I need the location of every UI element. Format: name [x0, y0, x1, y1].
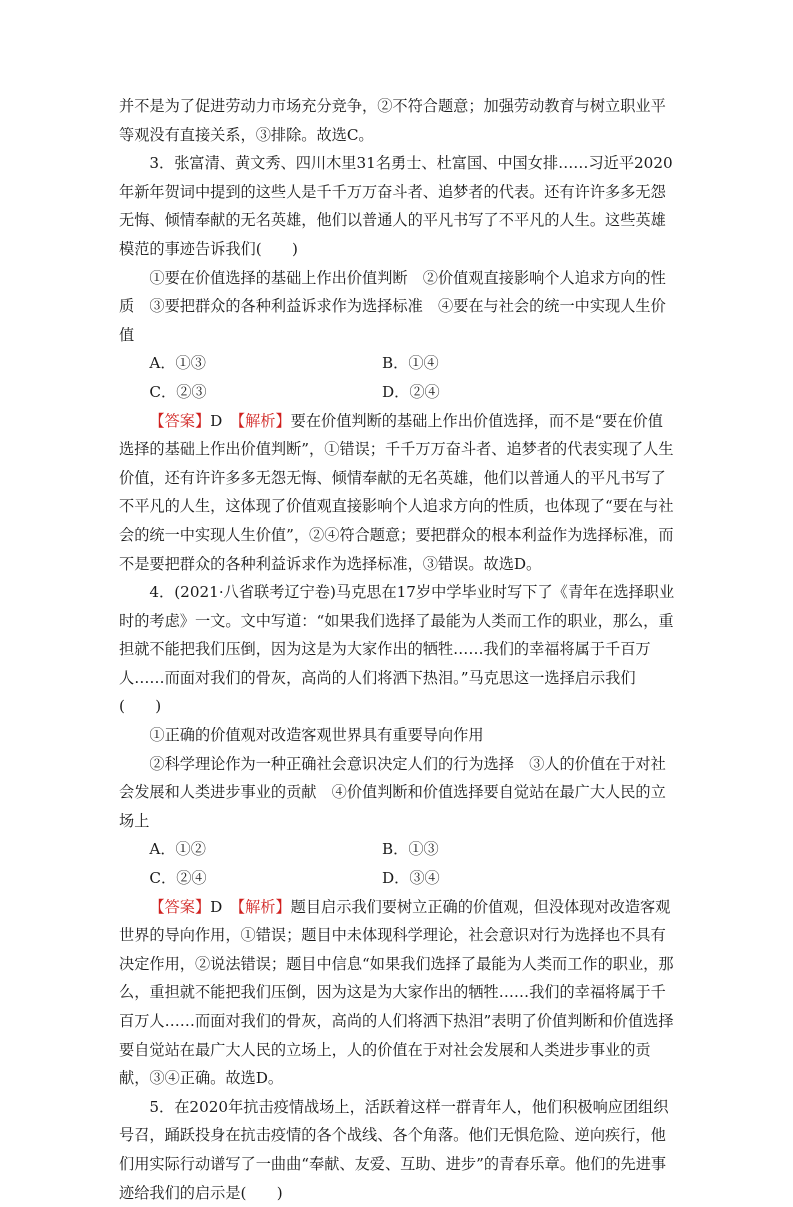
- q4-option-a: A．①②: [149, 840, 206, 859]
- q4-statements: ②科学理论作为一种正确社会意识决定人们的行为选择 ③人的价值在于对社会发展和人类进步事业的贡献 ④价值判断和价值选择要自觉站在最广大人民的立场上: [119, 754, 666, 830]
- q4-options-row-2: [119, 864, 675, 893]
- answer-label: 【答案】: [149, 897, 211, 916]
- q4-option-d: D．③④: [382, 869, 440, 888]
- q5-stem: 5．在2020年抗击疫情战场上，活跃着这样一群青年人，他们积极响应团组织号召，踊跃投身在抗击疫情的各个战线、各个角落。他们无惧危险、逆向疾行，他们用实际行动谱写了一曲曲“奉献、友爱、互助、进步”的青春乐章。他们的先进事迹给我们的启示是( ): [119, 1097, 669, 1202]
- q3-answer-analysis: [119, 407, 675, 579]
- q4-answer-analysis: [119, 893, 675, 1093]
- q3-analysis: 要在价值判断的基础上作出价值选择，而不是“要在价值选择的基础上作出价值判断”，①错误；千千万万奋斗者、追梦者的代表实现了人生价值，还有许许多多无怨无悔、倾情奉献的无名英雄，他们以普通人的平凡书写了不平凡的人生，这体现了价值观直接影响个人追求方向的性质，也体现了“要在与社会的统一中实现人生价值”，②④符合题意；要把群众的根本利益作为选择标准，而不是要把群众的各种利益诉求作为选择标准，③错误。故选D。: [119, 411, 674, 573]
- q3-option-c: C．②③: [149, 382, 207, 401]
- q4-options-row-1: [119, 835, 675, 864]
- q4-statement-1: ①正确的价值观对改造客观世界具有重要导向作用: [149, 726, 484, 745]
- q4-option-b: B．①③: [382, 840, 439, 859]
- q3-option-a: A．①③: [149, 354, 206, 373]
- q3-answer: D: [210, 411, 223, 430]
- q3-option-d: D．②④: [382, 382, 440, 401]
- document-page: [119, 92, 675, 1207]
- q4-option-c: C．②④: [149, 869, 207, 888]
- q3-options-row-1: [119, 349, 675, 378]
- previous-analysis-tail: 并不是为了促进劳动力市场充分竞争，②不符合题意；加强劳动教育与树立职业平等观没有直接关系，③排除。故选C。: [119, 97, 666, 144]
- analysis-label: 【解析】: [237, 411, 291, 430]
- answer-label: 【答案】: [149, 411, 211, 430]
- q4-answer: D: [210, 897, 223, 916]
- q3-option-b: B．①④: [382, 354, 439, 373]
- q4-analysis: 题目启示我们要树立正确的价值观，但没体现对改造客观世界的导向作用，①错误；题目中未体现科学理论，社会意识对行为选择也不具有决定作用，②说法错误；题目中信息“如果我们选择了最能为人类而工作的职业，那么，重担就不能把我们压倒，因为这是为大家作出的牺牲……我们的幸福将属于千百万人……而面对我们的骨灰，高尚的人们将洒下热泪”表明了价值判断和价值选择要自觉站在最广大人民的立场上，人的价值在于对社会发展和人类进步事业的贡献，③④正确。故选D。: [119, 897, 674, 1088]
- q3-statements: ①要在价值选择的基础上作出价值判断 ②价值观直接影响个人追求方向的性质 ③要把群众的各种利益诉求作为选择标准 ④要在与社会的统一中实现人生价值: [119, 268, 666, 344]
- q3-stem: 3．张富清、黄文秀、四川木里31名勇士、杜富国、中国女排……习近平2020年新年贺词中提到的这些人是千千万万奋斗者、追梦者的代表。还有许许多多无怨无悔、倾情奉献的无名英雄，他们以普通人的平凡书写了不平凡的人生。这些英雄模范的事迹告诉我们( ): [119, 154, 673, 258]
- q4-stem: 4．(2021·八省联考辽宁卷)马克思在17岁中学毕业时写下了《青年在选择职业时的考虑》一文。文中写道：“如果我们选择了最能为人类而工作的职业，那么，重担就不能把我们压倒，因为这是为大家作出的牺牲……我们的幸福将属于千百万人……而面对我们的骨灰，高尚的人们将洒下热泪。”马克思这一选择启示我们( ): [119, 583, 675, 716]
- analysis-label: 【解析】: [237, 897, 291, 916]
- q3-options-row-2: [119, 378, 675, 407]
